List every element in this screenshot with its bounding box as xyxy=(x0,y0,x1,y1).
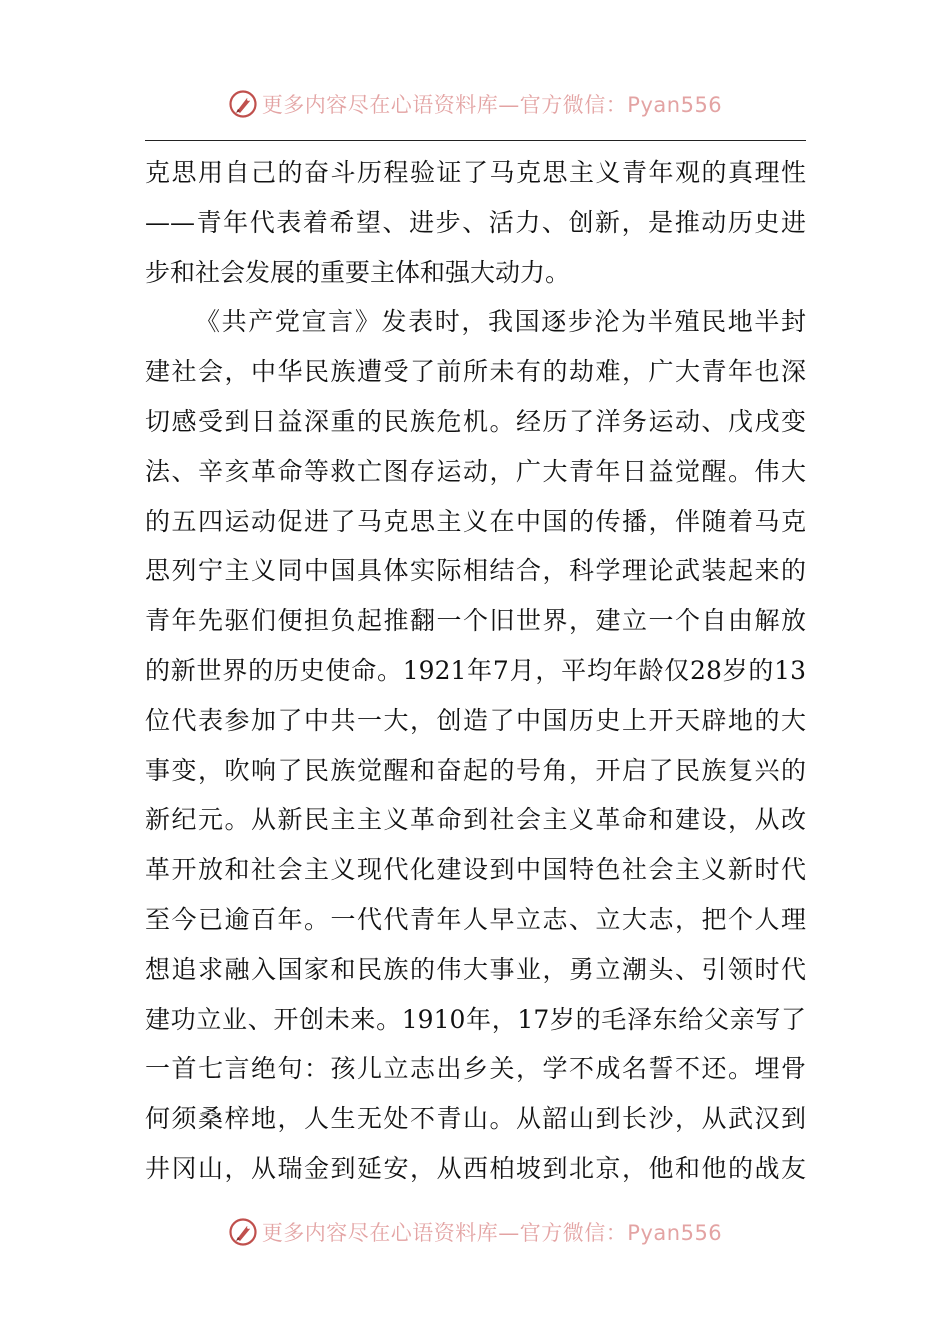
text-line: 位代表参加了中共一大，创造了中国历史上开天辟地的大 xyxy=(145,705,806,735)
header-banner xyxy=(0,84,950,124)
text-line: 新纪元。从新民主主义革命到社会主义革命和建设，从改 xyxy=(145,805,806,835)
text-line: 切感受到日益深重的民族危机。经历了洋务运动、戊戌变 xyxy=(145,406,806,436)
text-line: 青年先驱们便担负起推翻一个旧世界，建立一个自由解放 xyxy=(145,606,806,636)
text-line: 思列宁主义同中国具体实际相结合，科学理论武装起来的 xyxy=(145,556,806,586)
text-line: 事变，吹响了民族觉醒和奋起的号角，开启了民族复兴的 xyxy=(145,755,806,785)
text-line: 革开放和社会主义现代化建设到中国特色社会主义新时代 xyxy=(145,855,806,885)
text-line: 步和社会发展的重要主体和强大动力。 xyxy=(145,257,571,287)
document-body xyxy=(145,148,806,1194)
pen-nib-logo-icon xyxy=(228,89,258,119)
header-banner-text: 更多内容尽在心语资料库—官方微信：Pyan556 xyxy=(261,93,723,117)
text-line: 克思用自己的奋斗历程验证了马克思主义青年观的真理性 xyxy=(145,158,806,187)
footer-banner xyxy=(0,1212,950,1252)
text-line: 《共产党宣言》发表时，我国逐步沦为半殖民地半封 xyxy=(195,307,806,337)
text-line: 想追求融入国家和民族的伟大事业，勇立潮头、引领时代 xyxy=(145,954,806,984)
header-divider xyxy=(145,140,806,141)
footer-banner-text: 更多内容尽在心语资料库—官方微信：Pyan556 xyxy=(261,1221,723,1245)
text-line: 一首七言绝句：孩儿立志出乡关，学不成名誓不还。埋骨 xyxy=(145,1054,806,1084)
text-line: 何须桑梓地，人生无处不青山。从韶山到长沙，从武汉到 xyxy=(145,1104,806,1134)
text-line: 建功立业、开创未来。1910年，17岁的毛泽东给父亲写了 xyxy=(145,1004,806,1034)
text-line: 的五四运动促进了马克思主义在中国的传播，伴随着马克 xyxy=(145,506,806,536)
text-line: 法、辛亥革命等救亡图存运动，广大青年日益觉醒。伟大 xyxy=(145,456,806,486)
text-line: 至今已逾百年。一代代青年人早立志、立大志，把个人理 xyxy=(145,904,806,934)
pen-nib-logo-icon xyxy=(228,1217,258,1247)
text-line: 建社会，中华民族遭受了前所未有的劫难，广大青年也深 xyxy=(145,357,806,387)
text-line: 的新世界的历史使命。1921年7月，平均年龄仅28岁的13 xyxy=(145,655,806,685)
text-line: 井冈山，从瑞金到延安，从西柏坡到北京，他和他的战友 xyxy=(145,1153,806,1183)
text-line: ——青年代表着希望、进步、活力、创新，是推动历史进 xyxy=(145,207,806,237)
